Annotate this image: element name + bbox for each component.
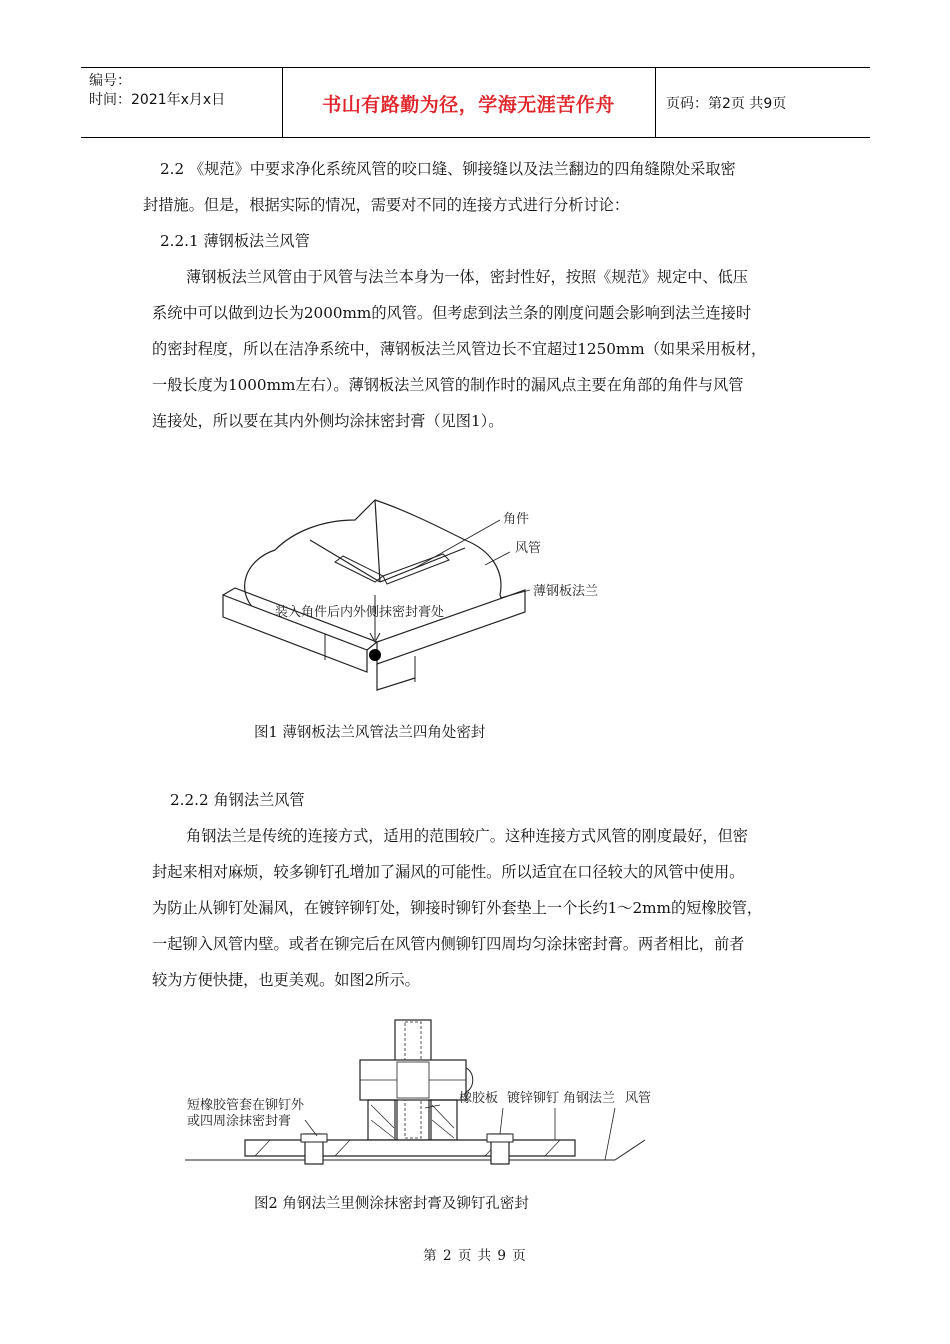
document-header	[81, 67, 870, 138]
page-footer: 第 2 页 共 9 页	[423, 1248, 527, 1264]
section-heading: 2.2.2 角钢法兰风管	[170, 791, 305, 809]
label-left-note-1: 短橡胶管套在铆钉外	[187, 1098, 305, 1113]
paragraph-line: 为防止从铆钉处漏风，在镀锌铆钉处，铆接时铆钉外套垫上一个长约1～2mm的短橡胶管，	[152, 899, 763, 917]
label-left-note-2: 或四周涂抹密封膏	[187, 1114, 292, 1129]
paragraph-line: 封措施。但是，根据实际的情况，需要对不同的连接方式进行分析讨论：	[143, 196, 629, 214]
header-number-label: 编号：	[89, 73, 131, 89]
figure-1-diagram	[215, 490, 635, 695]
figure-2-diagram	[185, 1010, 665, 1170]
header-motto: 书山有路勤为径，学海无涯苦作舟	[322, 94, 615, 116]
header-page-info: 页码：第2页 共9页	[666, 96, 787, 112]
paragraph-line: 的密封程度，所以在洁净系统中，薄钢板法兰风管边长不宜超过1250mm（如果采用板材，	[152, 340, 767, 358]
header-date: 时间：2021年x月x日	[89, 92, 226, 108]
paragraph-line: 角钢法兰是传统的连接方式，适用的范围较广。这种连接方式风管的刚度最好，但密	[186, 827, 748, 845]
label-flange: 薄钢板法兰	[533, 584, 599, 599]
label-corner-piece: 角件	[503, 512, 530, 527]
paragraph-line: 封起来相对麻烦，较多铆钉孔增加了漏风的可能性。所以适宜在口径较大的风管中使用。	[152, 863, 745, 881]
paragraph-line: 一般长度为1000mm左右）。薄钢板法兰风管的制作时的漏风点主要在角部的角件与风管	[152, 376, 744, 394]
label-angle-flange: 角钢法兰	[563, 1091, 616, 1106]
paragraph-line: 一起铆入风管内壁。或者在铆完后在风管内侧铆钉四周均匀涂抹密封膏。两者相比，前者	[152, 935, 745, 953]
seal-point-marker	[369, 649, 381, 661]
label-rubber-pad: 橡胶板	[459, 1091, 499, 1106]
header-divider	[655, 68, 656, 137]
paragraph-line: 系统中可以做到边长为2000mm的风管。但考虑到法兰条的刚度问题会影响到法兰连接时	[152, 304, 752, 322]
header-meta	[89, 72, 225, 110]
label-duct: 风管	[515, 541, 542, 556]
flange-right	[377, 590, 525, 664]
label-seal-note: 装入角件后内外侧抹密封膏处	[275, 605, 445, 620]
paragraph-line: 较为方便快捷，也更美观。如图2所示。	[152, 971, 420, 989]
label-duct: 风管	[625, 1091, 652, 1106]
figure-2-caption: 图2 角钢法兰里侧涂抹密封膏及铆钉孔密封	[254, 1196, 529, 1212]
paragraph-line: 连接处，所以要在其内外侧均涂抹密封膏（见图1）。	[152, 412, 504, 430]
section-heading: 2.2.1 薄钢板法兰风管	[160, 232, 310, 250]
label-rivet: 镀锌铆钉	[507, 1091, 560, 1106]
duct-outline	[245, 500, 502, 620]
figure-1-caption: 图1 薄钢板法兰风管法兰四角处密封	[254, 725, 486, 741]
angle-flange	[245, 1140, 575, 1156]
paragraph-line: 2.2 《规范》中要求净化系统风管的咬口缝、铆接缝以及法兰翻边的四角缝隙处采取密	[160, 160, 736, 178]
paragraph-line: 薄钢板法兰风管由于风管与法兰本身为一体，密封性好，按照《规范》规定中、低压	[186, 268, 748, 286]
